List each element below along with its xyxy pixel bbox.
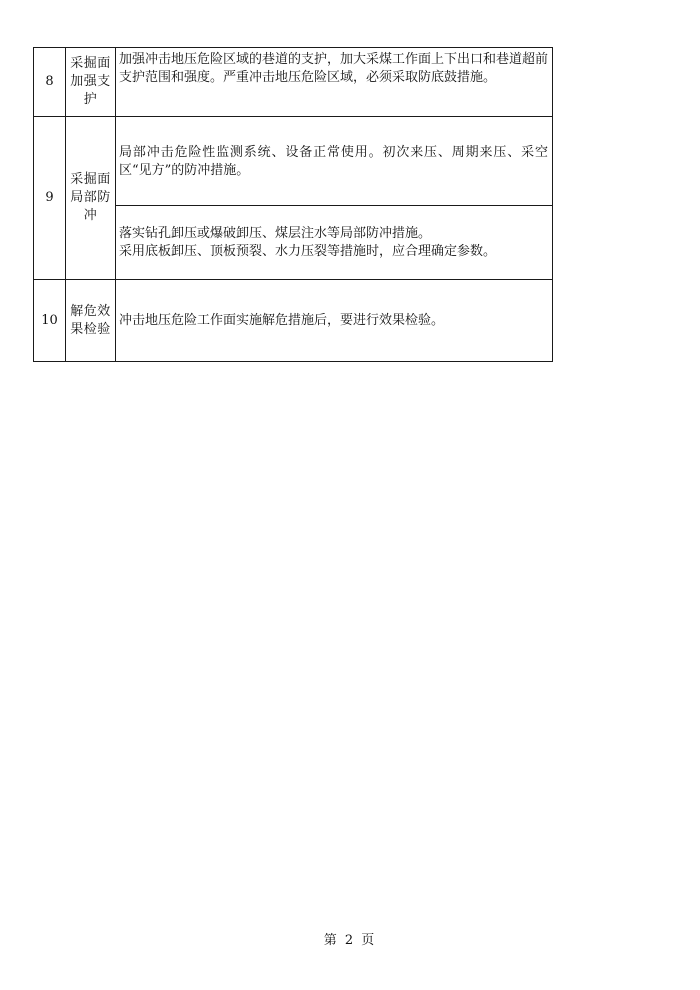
row-content — [116, 280, 553, 362]
row-content — [116, 117, 553, 206]
row-number: 8 — [34, 48, 66, 117]
content-paragraph: 采用底板卸压、顶板预裂、水力压裂等措施时，应合理确定参数。 — [119, 244, 497, 259]
row-content — [116, 48, 553, 117]
row-content — [116, 206, 553, 280]
table-row — [34, 48, 553, 117]
table-row — [34, 280, 553, 362]
content-paragraph: 加强冲击地压危险区域的巷道的支护，加大采煤工作面上下出口和巷道超前支护范围和强度。严重冲击地压危险区域，必须采取防底鼓措施。 — [119, 52, 549, 85]
row-number: 9 — [34, 117, 66, 280]
content-paragraph: 落实钻孔卸压或爆破卸压、煤层注水等局部防冲措施。 — [119, 226, 432, 241]
table-row — [34, 117, 553, 206]
content-paragraph: 冲击地压危险工作面实施解危措施后，要进行效果检验。 — [119, 313, 445, 328]
row-number: 10 — [34, 280, 66, 362]
row-item-name: 解危效果检验 — [66, 280, 116, 362]
content-paragraph: 局部冲击危险性监测系统、设备正常使用。初次来压、周期来压、采空区“见方”的防冲措施。 — [119, 144, 548, 178]
page-number: 第 2 页 — [323, 933, 377, 948]
row-item-name: 采掘面局部防冲 — [66, 117, 116, 280]
row-item-name: 采掘面加强支护 — [66, 48, 116, 117]
measures-table — [33, 47, 553, 362]
